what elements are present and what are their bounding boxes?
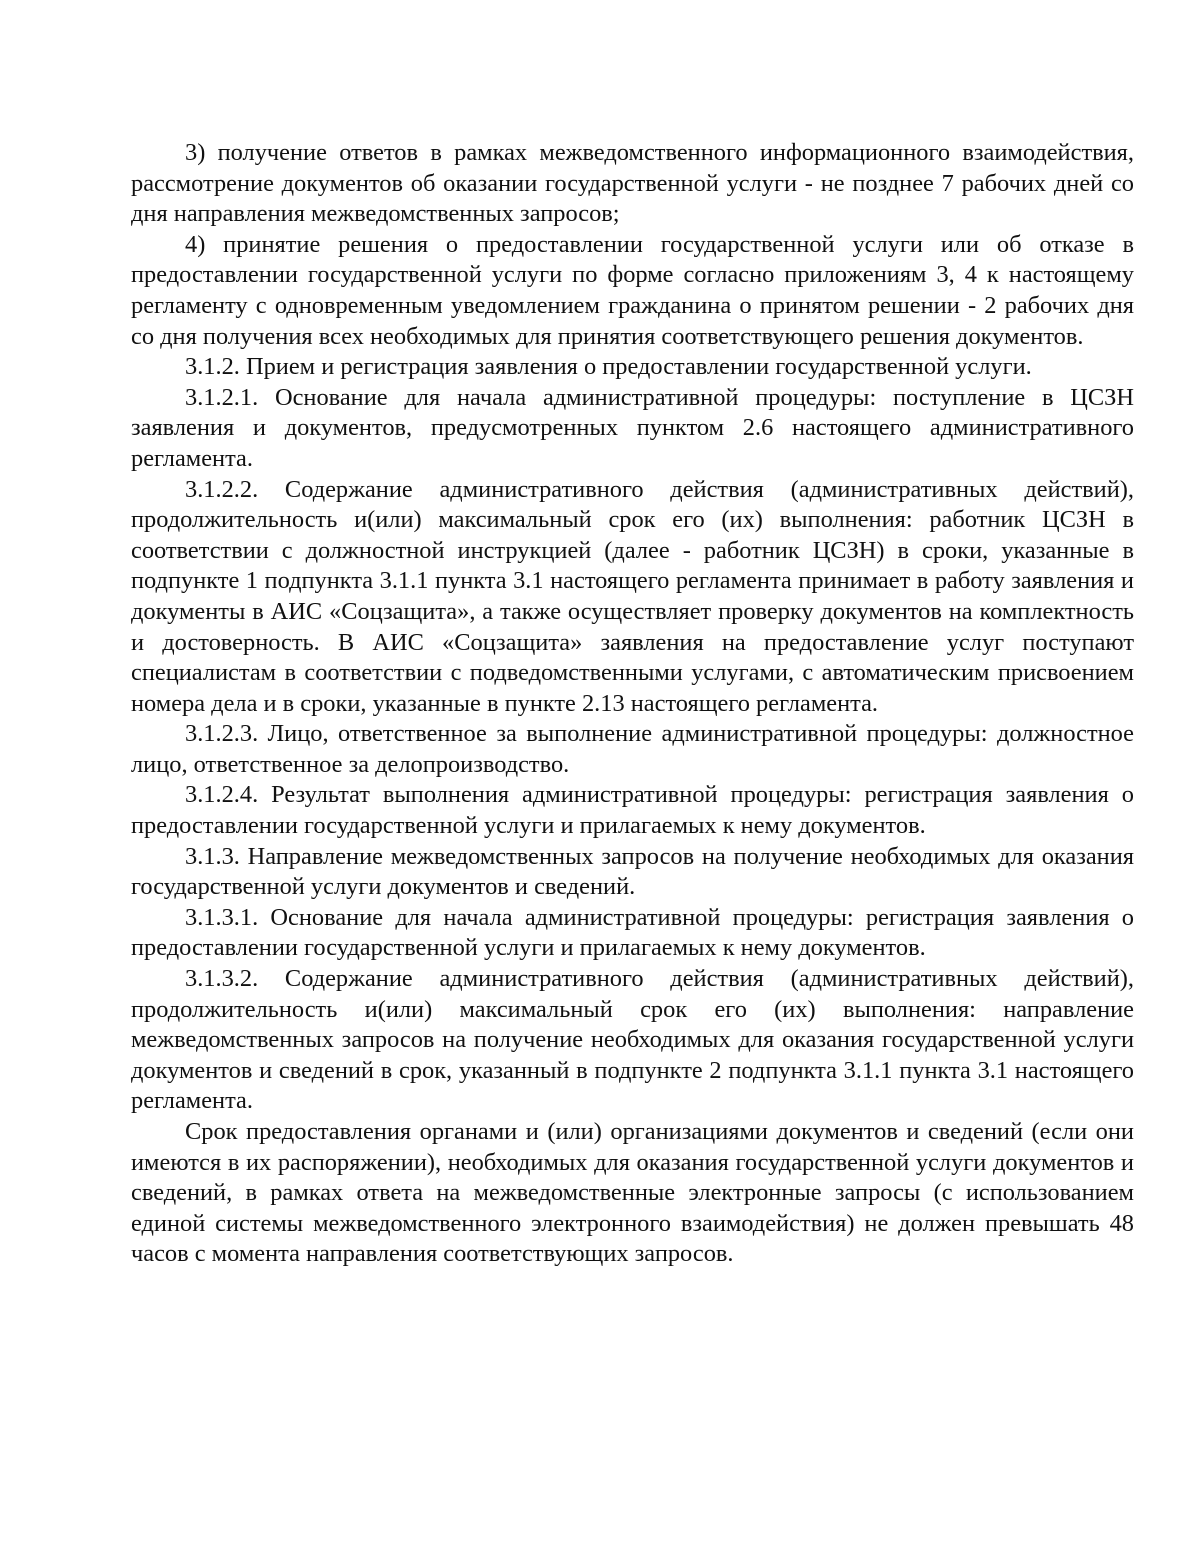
paragraph-response-deadline: Срок предоставления органами и (или) организациями документов и сведений (если они имеются в их распоряжении), необходимых для оказания государственной услуги документов и сведений, в рамках ответа на межведомственные электронные запросы (с использованием единой системы межведомственного электронного взаимодействия) не должен превышать 48 часов с момента направления соответствующих запросов. [131,1118,1134,1268]
paragraph-3-1-2-4: 3.1.2.4. Результат выполнения административной процедуры: регистрация заявления о предоставлении государственной услуги и прилагаемых к нему документов. [131,781,1134,840]
paragraph-3-1-3: 3.1.3. Направление межведомственных запросов на получение необходимых для оказания государственной услуги документов и сведений. [131,842,1134,901]
paragraph-3-1-2-3: 3.1.2.3. Лицо, ответственное за выполнение административной процедуры: должностное лицо, ответственное за делопроизводство. [131,720,1134,778]
paragraph-3-1-2-1: 3.1.2.1. Основание для начала административной процедуры: поступление в ЦСЗН заявления и документов, предусмотренных пунктом 2.6 настоящего административного регламента. [131,383,1134,472]
paragraph-item-3-responses: 3) получение ответов в рамках межведомственного информационного взаимодействия, рассмотрение документов об оказании государственной услуги - не позднее 7 рабочих дней со дня направления межведомственных запросов; [131,139,1134,228]
paragraph-item-4-decision: 4) принятие решения о предоставлении государственной услуги или об отказе в предоставлении государственной услуги по форме согласно приложениям 3, 4 к настоящему регламенту с одновременным уведомлением гражданина о принятом решении - 2 рабочих дня со дня получения всех необходимых для принятия соответствующего решения документов. [131,230,1134,350]
document-body [131,138,1134,1270]
paragraph-3-1-3-1: 3.1.3.1. Основание для начала административной процедуры: регистрация заявления о предоставлении государственной услуги и прилагаемых к нему документов. [131,903,1134,962]
paragraph-3-1-3-2: 3.1.3.2. Содержание административного действия (административных действий), продолжительность и(или) максимальный срок его (их) выполнения: направление межведомственных запросов на получение необходимых для оказания государственной услуги документов и сведений в срок, указанный в подпункте 2 подпункта 3.1.1 пункта 3.1 настоящего регламента. [131,965,1134,1115]
paragraph-3-1-2: 3.1.2. Прием и регистрация заявления о предоставлении государственной услуги. [185,353,1032,381]
paragraph-3-1-2-2: 3.1.2.2. Содержание административного действия (административных действий), продолжительность и(или) максимальный срок его (их) выполнения: работник ЦСЗН в соответствии с должностной инструкцией (далее - работник ЦСЗН) в сроки, указанные в подпункте 1 подпункта 3.1.1 пункта 3.1 настоящего регламента принимает в работу заявления и документы в АИС «Соцзащита», а также осуществляет проверку документов на комплектность и достоверность. В АИС «Соцзащита» заявления на предоставление услуг поступают специалистам в соответствии с подведомственными услугами, с автоматическим присвоением номера дела и в сроки, указанные в пункте 2.13 настоящего регламента. [131,475,1134,717]
